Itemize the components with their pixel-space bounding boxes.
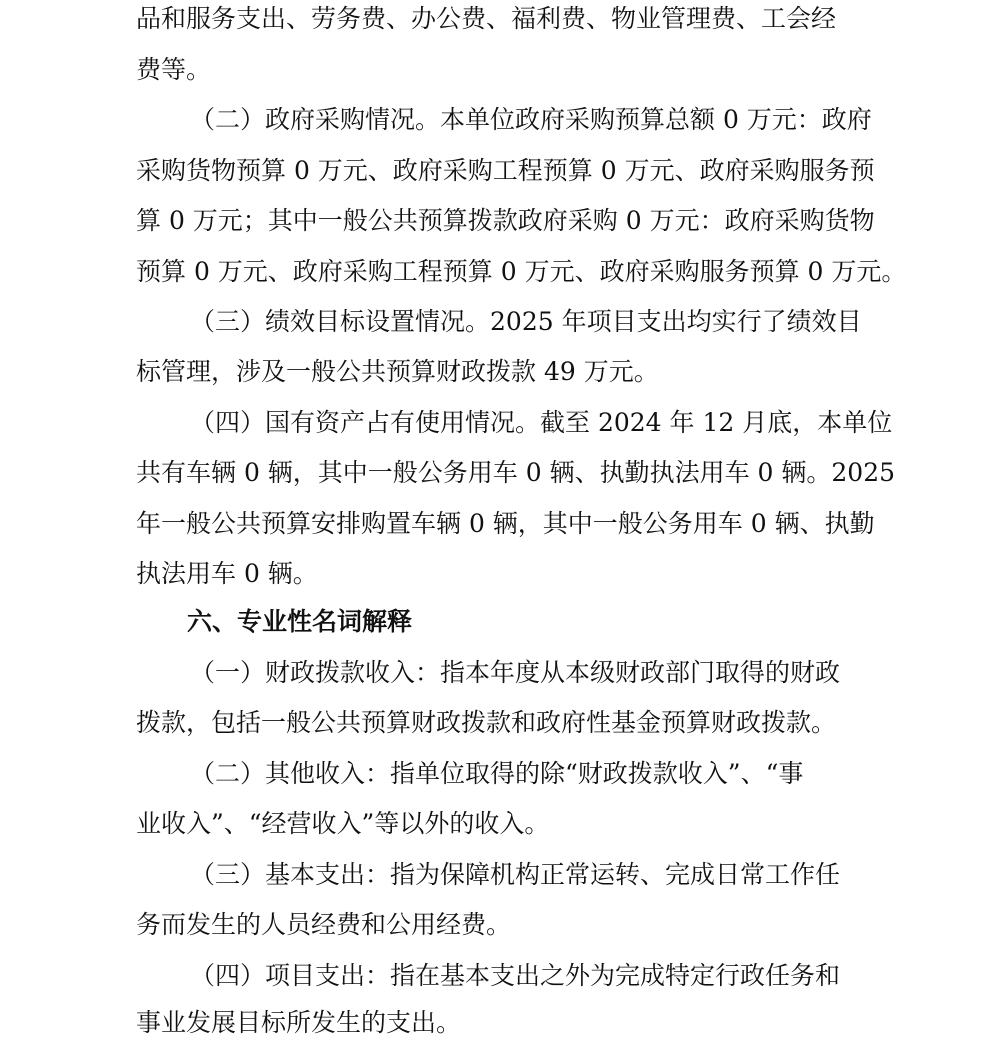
procurement-paragraph-line: 预算 0 万元、政府采购工程预算 0 万元、政府采购服务预算 0 万元。 [136,257,907,286]
definition-paragraph-line: （三）基本支出：指为保障机构正常运转、完成日常工作任 [190,860,841,889]
definition-paragraph-line: （四）项目支出：指在基本支出之外为完成特定行政任务和 [190,961,841,990]
definition-paragraph-line: 业收入”、“经营收入”等以外的收入。 [136,809,550,838]
procurement-paragraph-line: 采购货物预算 0 万元、政府采购工程预算 0 万元、政府采购服务预 [136,156,875,185]
procurement-paragraph-line: 算 0 万元；其中一般公共预算拨款政府采购 0 万元：政府采购货物 [136,206,875,235]
definition-paragraph-line: （一）财政拨款收入：指本年度从本级财政部门取得的财政 [190,658,841,687]
assets-paragraph-line: 执法用车 0 辆。 [136,559,318,588]
performance-paragraph-line: 标管理，涉及一般公共预算财政拨款 49 万元。 [136,357,659,386]
assets-paragraph-line: 年一般公共预算安排购置车辆 0 辆，其中一般公务用车 0 辆、执勤 [136,509,875,538]
definition-paragraph-line: 务而发生的人员经费和公用经费。 [136,910,512,939]
assets-paragraph-line: （四）国有资产占有使用情况。截至 2024 年 12 月底，本单位 [190,408,893,437]
assets-paragraph-line: 共有车辆 0 辆，其中一般公务用车 0 辆、执勤执法用车 0 辆。2025 [136,458,896,487]
body-text-line: 品和服务支出、劳务费、办公费、福利费、物业管理费、工会经 [136,4,837,33]
definition-paragraph-line: （二）其他收入：指单位取得的除“财政拨款收入”、“事 [190,759,804,788]
definition-paragraph-line: 事业发展目标所发生的支出。 [136,1008,462,1037]
definition-paragraph-line: 拨款，包括一般公共预算财政拨款和政府性基金预算财政拨款。 [136,708,837,737]
performance-paragraph-line: （三）绩效目标设置情况。2025 年项目支出均实行了绩效目 [190,307,862,336]
body-text-line: 费等。 [136,55,212,84]
procurement-paragraph-line: （二）政府采购情况。本单位政府采购预算总额 0 万元：政府 [190,105,872,134]
section-heading: 六、专业性名词解释 [187,607,413,636]
